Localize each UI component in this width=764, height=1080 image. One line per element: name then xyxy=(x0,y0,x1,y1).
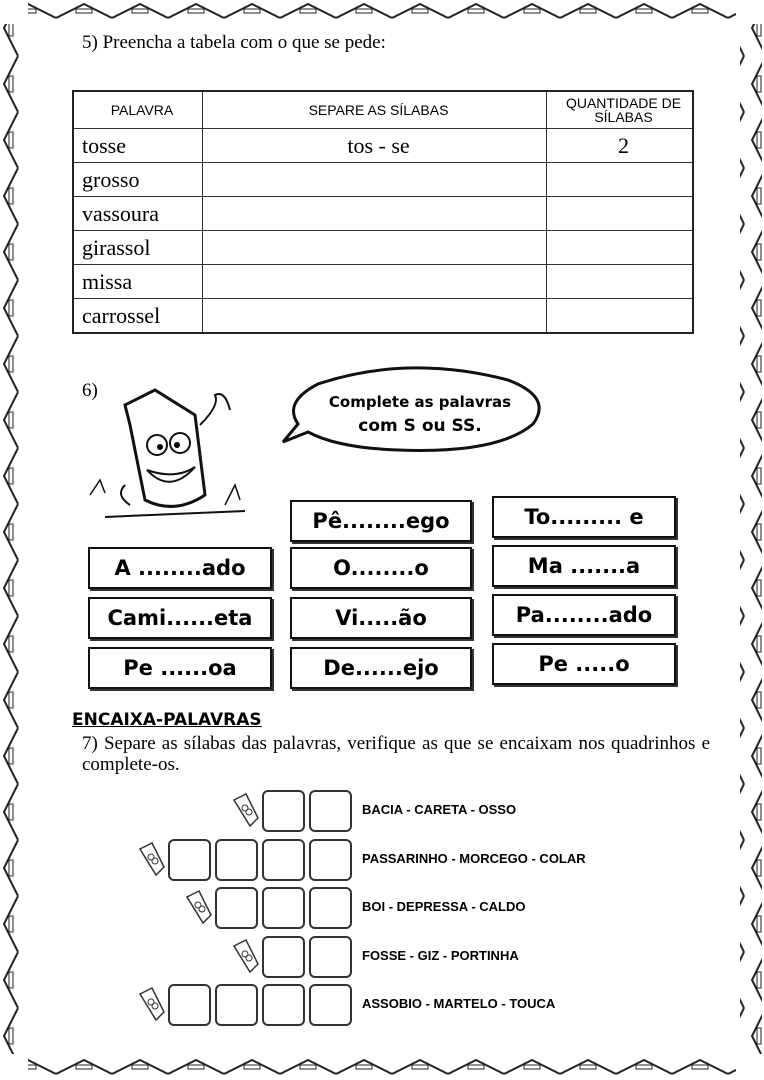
answer-square[interactable] xyxy=(168,839,211,881)
word-box[interactable]: Pe .....o xyxy=(492,643,676,685)
pencil-character-illustration xyxy=(85,385,265,525)
table-row xyxy=(73,163,693,197)
word-cell: missa xyxy=(73,265,203,299)
bubble-text-line2: com S ou SS. xyxy=(358,416,482,436)
syllables-cell[interactable] xyxy=(203,299,547,334)
syllable-table xyxy=(72,90,694,334)
answer-square[interactable] xyxy=(215,887,258,929)
header-quantidade: QUANTIDADE DE SÍLABAS xyxy=(547,91,694,129)
word-box[interactable]: De......ejo xyxy=(290,647,472,689)
word-box[interactable]: Pê........ego xyxy=(290,500,472,542)
encaixa-palavras-heading: ENCAIXA-PALAVRAS xyxy=(72,710,262,730)
count-cell[interactable] xyxy=(547,163,694,197)
count-cell[interactable] xyxy=(547,265,694,299)
answer-square[interactable] xyxy=(168,984,211,1026)
word-cell: carrossel xyxy=(73,299,203,334)
header-palavra: PALAVRA xyxy=(73,91,203,129)
word-cell: grosso xyxy=(73,163,203,197)
syllables-cell[interactable] xyxy=(203,231,547,265)
word-box[interactable]: Ma .......a xyxy=(492,545,676,587)
table-header-row xyxy=(73,91,693,129)
table-row xyxy=(73,299,693,334)
syllables-cell[interactable] xyxy=(203,265,547,299)
bubble-text-line1: Complete as palavras xyxy=(328,393,512,411)
count-cell[interactable]: 2 xyxy=(547,129,694,163)
answer-square[interactable] xyxy=(309,984,352,1026)
answer-square[interactable] xyxy=(309,790,352,832)
header-separe: SEPARE AS SÍLABAS xyxy=(203,91,547,129)
word-box[interactable]: Cami......eta xyxy=(88,597,272,639)
table-row xyxy=(73,265,693,299)
puzzle-word-list: FOSSE - GIZ - PORTINHA xyxy=(362,947,519,963)
table-row xyxy=(73,231,693,265)
syllables-cell[interactable]: tos - se xyxy=(203,129,547,163)
word-box[interactable]: To......... e xyxy=(492,496,676,538)
pencil-icon xyxy=(228,792,260,835)
answer-square[interactable] xyxy=(262,839,305,881)
word-box[interactable]: Vi.....ão xyxy=(290,597,472,639)
syllables-cell[interactable] xyxy=(203,197,547,231)
syllables-cell[interactable] xyxy=(203,163,547,197)
pencil-icon xyxy=(181,889,213,932)
answer-square[interactable] xyxy=(309,887,352,929)
table-row xyxy=(73,129,693,163)
answer-square[interactable] xyxy=(215,839,258,881)
word-box[interactable]: Pa........ado xyxy=(492,594,676,636)
pencil-icon xyxy=(134,841,166,884)
word-box[interactable]: Pe ......oa xyxy=(88,647,272,689)
word-cell: tosse xyxy=(73,129,203,163)
answer-square[interactable] xyxy=(309,936,352,978)
question-6-number: 6) xyxy=(82,380,98,401)
pencil-icon xyxy=(228,938,260,981)
count-cell[interactable] xyxy=(547,299,694,334)
pencil-icon xyxy=(134,986,166,1029)
table-row xyxy=(73,197,693,231)
word-cell: vassoura xyxy=(73,197,203,231)
puzzle-word-list: BOI - DEPRESSA - CALDO xyxy=(362,899,526,914)
count-cell[interactable] xyxy=(547,231,694,265)
count-cell[interactable] xyxy=(547,197,694,231)
answer-square[interactable] xyxy=(262,984,305,1026)
answer-square[interactable] xyxy=(262,936,305,978)
puzzle-word-list: PASSARINHO - MORCEGO - COLAR xyxy=(362,850,586,866)
word-cell: girassol xyxy=(73,231,203,265)
answer-square[interactable] xyxy=(309,839,352,881)
answer-square[interactable] xyxy=(262,887,305,929)
answer-square[interactable] xyxy=(262,790,305,832)
word-box[interactable]: A ........ado xyxy=(88,547,272,589)
word-box[interactable]: O........o xyxy=(290,547,472,589)
question-7-instruction: 7) Separe as sílabas das palavras, verifique as que se encaixam nos quadrinhos e complete-os. xyxy=(82,733,710,775)
puzzle-word-list: ASSOBIO - MARTELO - TOUCA xyxy=(362,996,556,1011)
answer-square[interactable] xyxy=(215,984,258,1026)
puzzle-word-list: BACIA - CARETA - OSSO xyxy=(362,802,517,817)
question-5-title: 5) Preencha a tabela com o que se pede: xyxy=(82,32,386,53)
